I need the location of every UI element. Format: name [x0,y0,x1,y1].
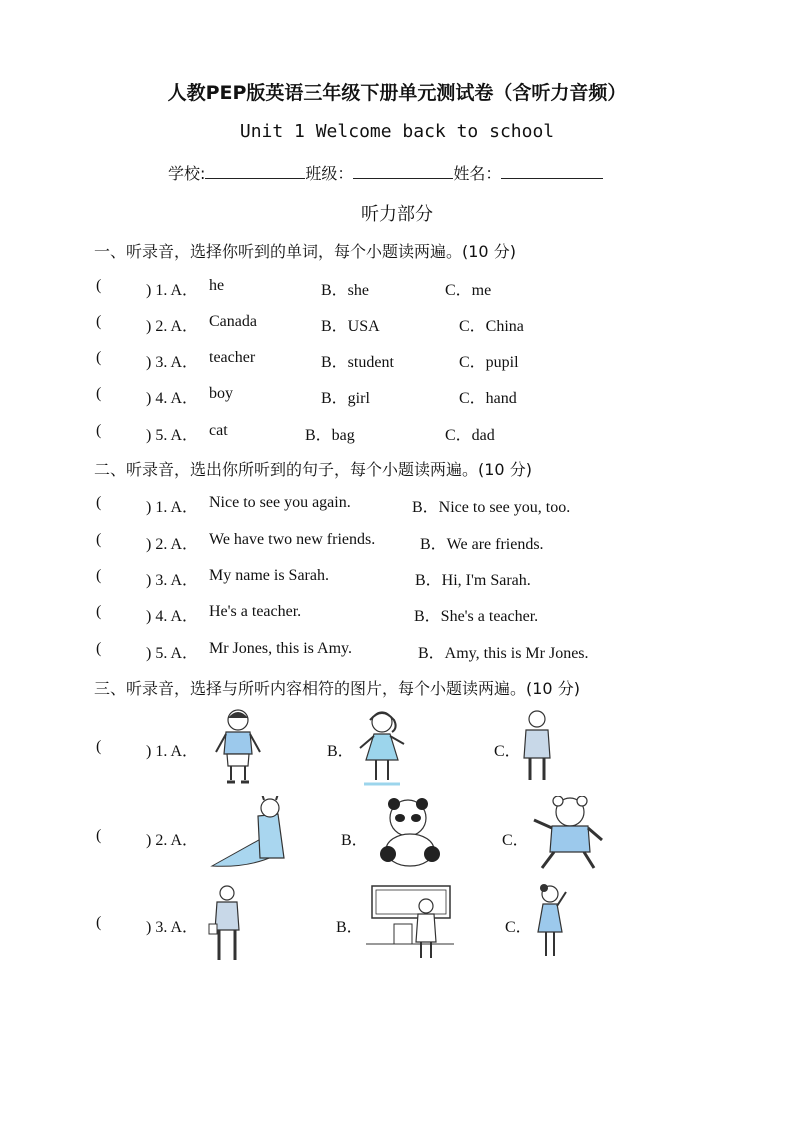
option-a: cat [209,422,228,439]
question-number: ) 4. A． [146,608,199,625]
grandpa-picture[interactable] [520,708,554,784]
section-3-heading: 三、听录音，选择与所听内容相符的图片，每个小题读两遍。(10 分) [94,679,580,698]
answer-paren[interactable]: ( [96,603,102,620]
option-b: B．Amy, this is Mr Jones. [418,645,589,662]
answer-paren[interactable]: ( [96,914,102,931]
question-number: ) 3. A． [146,354,199,371]
answer-paren[interactable]: ( [96,567,102,584]
listening-part-heading: 听力部分 [361,204,433,225]
option-a: My name is Sarah. [209,567,329,584]
student-info-line [168,161,603,184]
option-a: he [209,277,225,294]
option-a: Canada [209,313,257,330]
class-blank[interactable] [353,164,453,179]
teacher-at-board-picture[interactable] [366,884,454,962]
question-number: ) 5. A． [146,427,199,444]
option-b: B． [336,919,363,936]
question-number: ) 5. A． [146,645,199,662]
answer-paren[interactable]: ( [96,385,102,402]
option-b: B．bag [305,427,355,444]
answer-paren[interactable]: ( [96,531,102,548]
name-blank[interactable] [501,164,603,179]
option-c: C． [494,743,521,760]
unit-subtitle: Unit 1 Welcome back to school [239,121,555,142]
option-b: B．she [321,282,370,299]
man-picture[interactable] [207,884,247,964]
option-b: B．Nice to see you, too. [412,499,571,516]
option-b: B．girl [321,390,370,407]
option-c: C．China [459,318,524,335]
option-b: B．USA [321,318,380,335]
option-a: He's a teacher. [209,603,302,620]
option-c: C．pupil [459,354,519,371]
question-number: ) 2. A． [146,318,199,335]
section-2-heading: 二、听录音，选出你所听到的句子，每个小题读两遍。(10 分) [94,460,532,479]
girl-pointing-picture[interactable] [534,884,570,962]
option-b: B．She's a teacher. [414,608,539,625]
class-label: 班级： [305,164,354,183]
option-a: Nice to see you again. [209,494,351,511]
option-a: Mr Jones, this is Amy. [209,640,352,657]
option-b: B．student [321,354,394,371]
answer-paren[interactable]: ( [96,277,102,294]
name-label: 姓名： [453,164,502,183]
option-b: B．Hi, I'm Sarah. [415,572,531,589]
option-c: C．dad [445,427,495,444]
question-number: ) 1. A． [146,743,199,760]
option-b: B． [341,832,368,849]
page-title: 人教PEP版英语三年级下册单元测试卷（含听力音频） [167,82,627,104]
option-c: C．me [445,282,492,299]
question-number: ) 2. A． [146,832,199,849]
answer-paren[interactable]: ( [96,313,102,330]
boy-picture[interactable] [212,706,264,786]
answer-paren[interactable]: ( [96,494,102,511]
question-number: ) 3. A． [146,572,199,589]
question-number: ) 1. A． [146,499,199,516]
panda-picture[interactable] [370,796,450,868]
answer-paren[interactable]: ( [96,640,102,657]
option-c: C． [502,832,529,849]
section-1-heading: 一、听录音，选择你听到的单词，每个小题读两遍。(10 分) [94,242,516,261]
kangaroo-picture[interactable] [208,796,294,870]
option-a: We have two new friends. [209,531,376,548]
option-b: B．We are friends. [420,536,544,553]
answer-paren[interactable]: ( [96,422,102,439]
school-blank[interactable] [205,164,305,179]
option-c: C． [505,919,532,936]
option-a: boy [209,385,233,402]
girl-picture[interactable] [356,708,408,788]
question-number: ) 4. A． [146,390,199,407]
option-c: C．hand [459,390,517,407]
question-number: ) 2. A． [146,536,199,553]
school-label: 学校: [168,164,206,183]
answer-paren[interactable]: ( [96,827,102,844]
option-b: B． [327,743,354,760]
bear-picture[interactable] [532,796,604,872]
answer-paren[interactable]: ( [96,738,102,755]
answer-paren[interactable]: ( [96,349,102,366]
question-number: ) 1. A． [146,282,199,299]
option-a: teacher [209,349,256,366]
question-number: ) 3. A． [146,919,199,936]
